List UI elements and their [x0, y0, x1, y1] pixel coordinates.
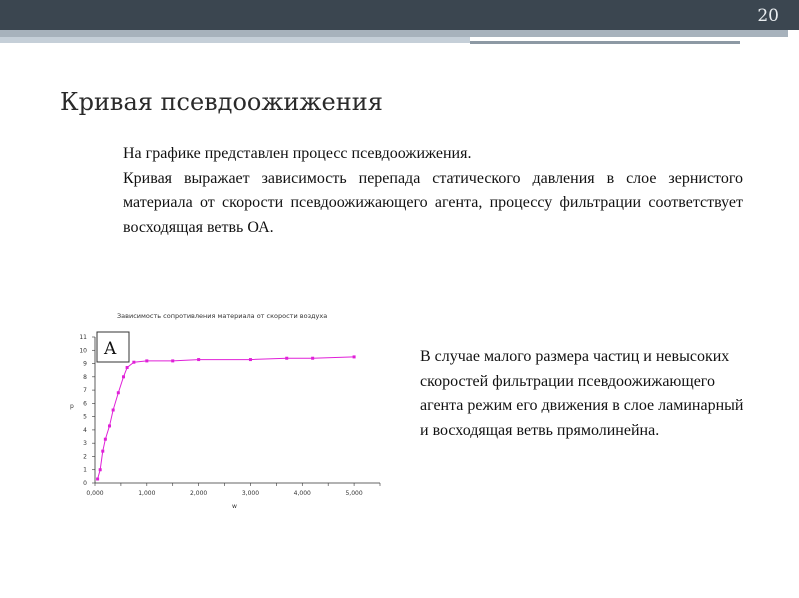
y-tick-label: 2 — [83, 453, 87, 461]
data-point — [108, 424, 111, 427]
axes — [95, 337, 380, 483]
data-point — [171, 359, 174, 362]
data-point — [99, 468, 102, 471]
y-tick-label: 5 — [83, 413, 87, 421]
x-tick-label: 4,000 — [293, 490, 311, 497]
data-point — [126, 366, 129, 369]
data-point — [101, 450, 104, 453]
paragraph-1: На графике представлен процесс псевдоожижения. — [123, 145, 472, 162]
series — [96, 355, 356, 480]
y-axis-label: p — [70, 403, 74, 410]
side-text: В случае малого размера частиц и невысоких скоростей фильтрации псевдоожижающего агента режим его движения в слое ламинарный и восходящая ветвь прямолинейна. — [420, 348, 744, 439]
y-tick-label: 3 — [83, 440, 87, 448]
data-point — [117, 391, 120, 394]
data-point — [112, 409, 115, 412]
y-tick-label: 7 — [83, 387, 87, 395]
y-tick-label: 4 — [83, 426, 87, 434]
paragraph-2: Кривая выражает зависимость перепада статического давления в слое зернистого материала от скорости псевдоожижающего агента, процессу фильтрации соответствует восходящая ветвь ОА. — [123, 169, 743, 236]
data-point — [145, 359, 148, 362]
slide-title: Кривая псевдоожижения — [60, 88, 383, 116]
y-tick-label: 8 — [83, 373, 87, 381]
data-point — [96, 478, 99, 481]
x-tick-label: 0,000 — [86, 490, 104, 497]
x-tick-label: 3,000 — [241, 490, 260, 497]
y-tick-label: 11 — [79, 334, 87, 341]
y-tick-label: 10 — [79, 347, 87, 355]
data-point — [285, 357, 288, 360]
chart-svg — [62, 300, 392, 518]
x-tick-label: 5,000 — [345, 490, 363, 497]
data-point — [249, 358, 252, 361]
y-tick-label: 6 — [83, 400, 87, 408]
series-line — [98, 357, 355, 479]
decorative-strip-dark — [470, 41, 740, 44]
x-tick-label: 1,000 — [138, 490, 156, 497]
data-point — [132, 361, 135, 364]
slide-number: 20 — [757, 6, 779, 26]
body-text — [123, 142, 743, 240]
decorative-strip-light — [0, 37, 470, 43]
annotation-label: A — [104, 339, 117, 359]
annotation-box — [97, 332, 129, 362]
data-point — [311, 357, 314, 360]
x-axis-label: w — [232, 503, 237, 510]
x-tick-label: 2,000 — [190, 490, 208, 497]
y-tick-label: 9 — [83, 360, 87, 368]
top-bar — [0, 0, 799, 30]
data-point — [104, 438, 107, 441]
data-point — [197, 358, 200, 361]
decorative-strip — [0, 30, 788, 37]
y-tick-label: 1 — [83, 466, 87, 474]
y-tick-label: 0 — [83, 480, 87, 487]
chart — [62, 300, 392, 518]
chart-title: Зависимость сопротивления материала от скорости воздуха — [117, 312, 328, 320]
data-point — [353, 355, 356, 358]
data-point — [122, 375, 125, 378]
